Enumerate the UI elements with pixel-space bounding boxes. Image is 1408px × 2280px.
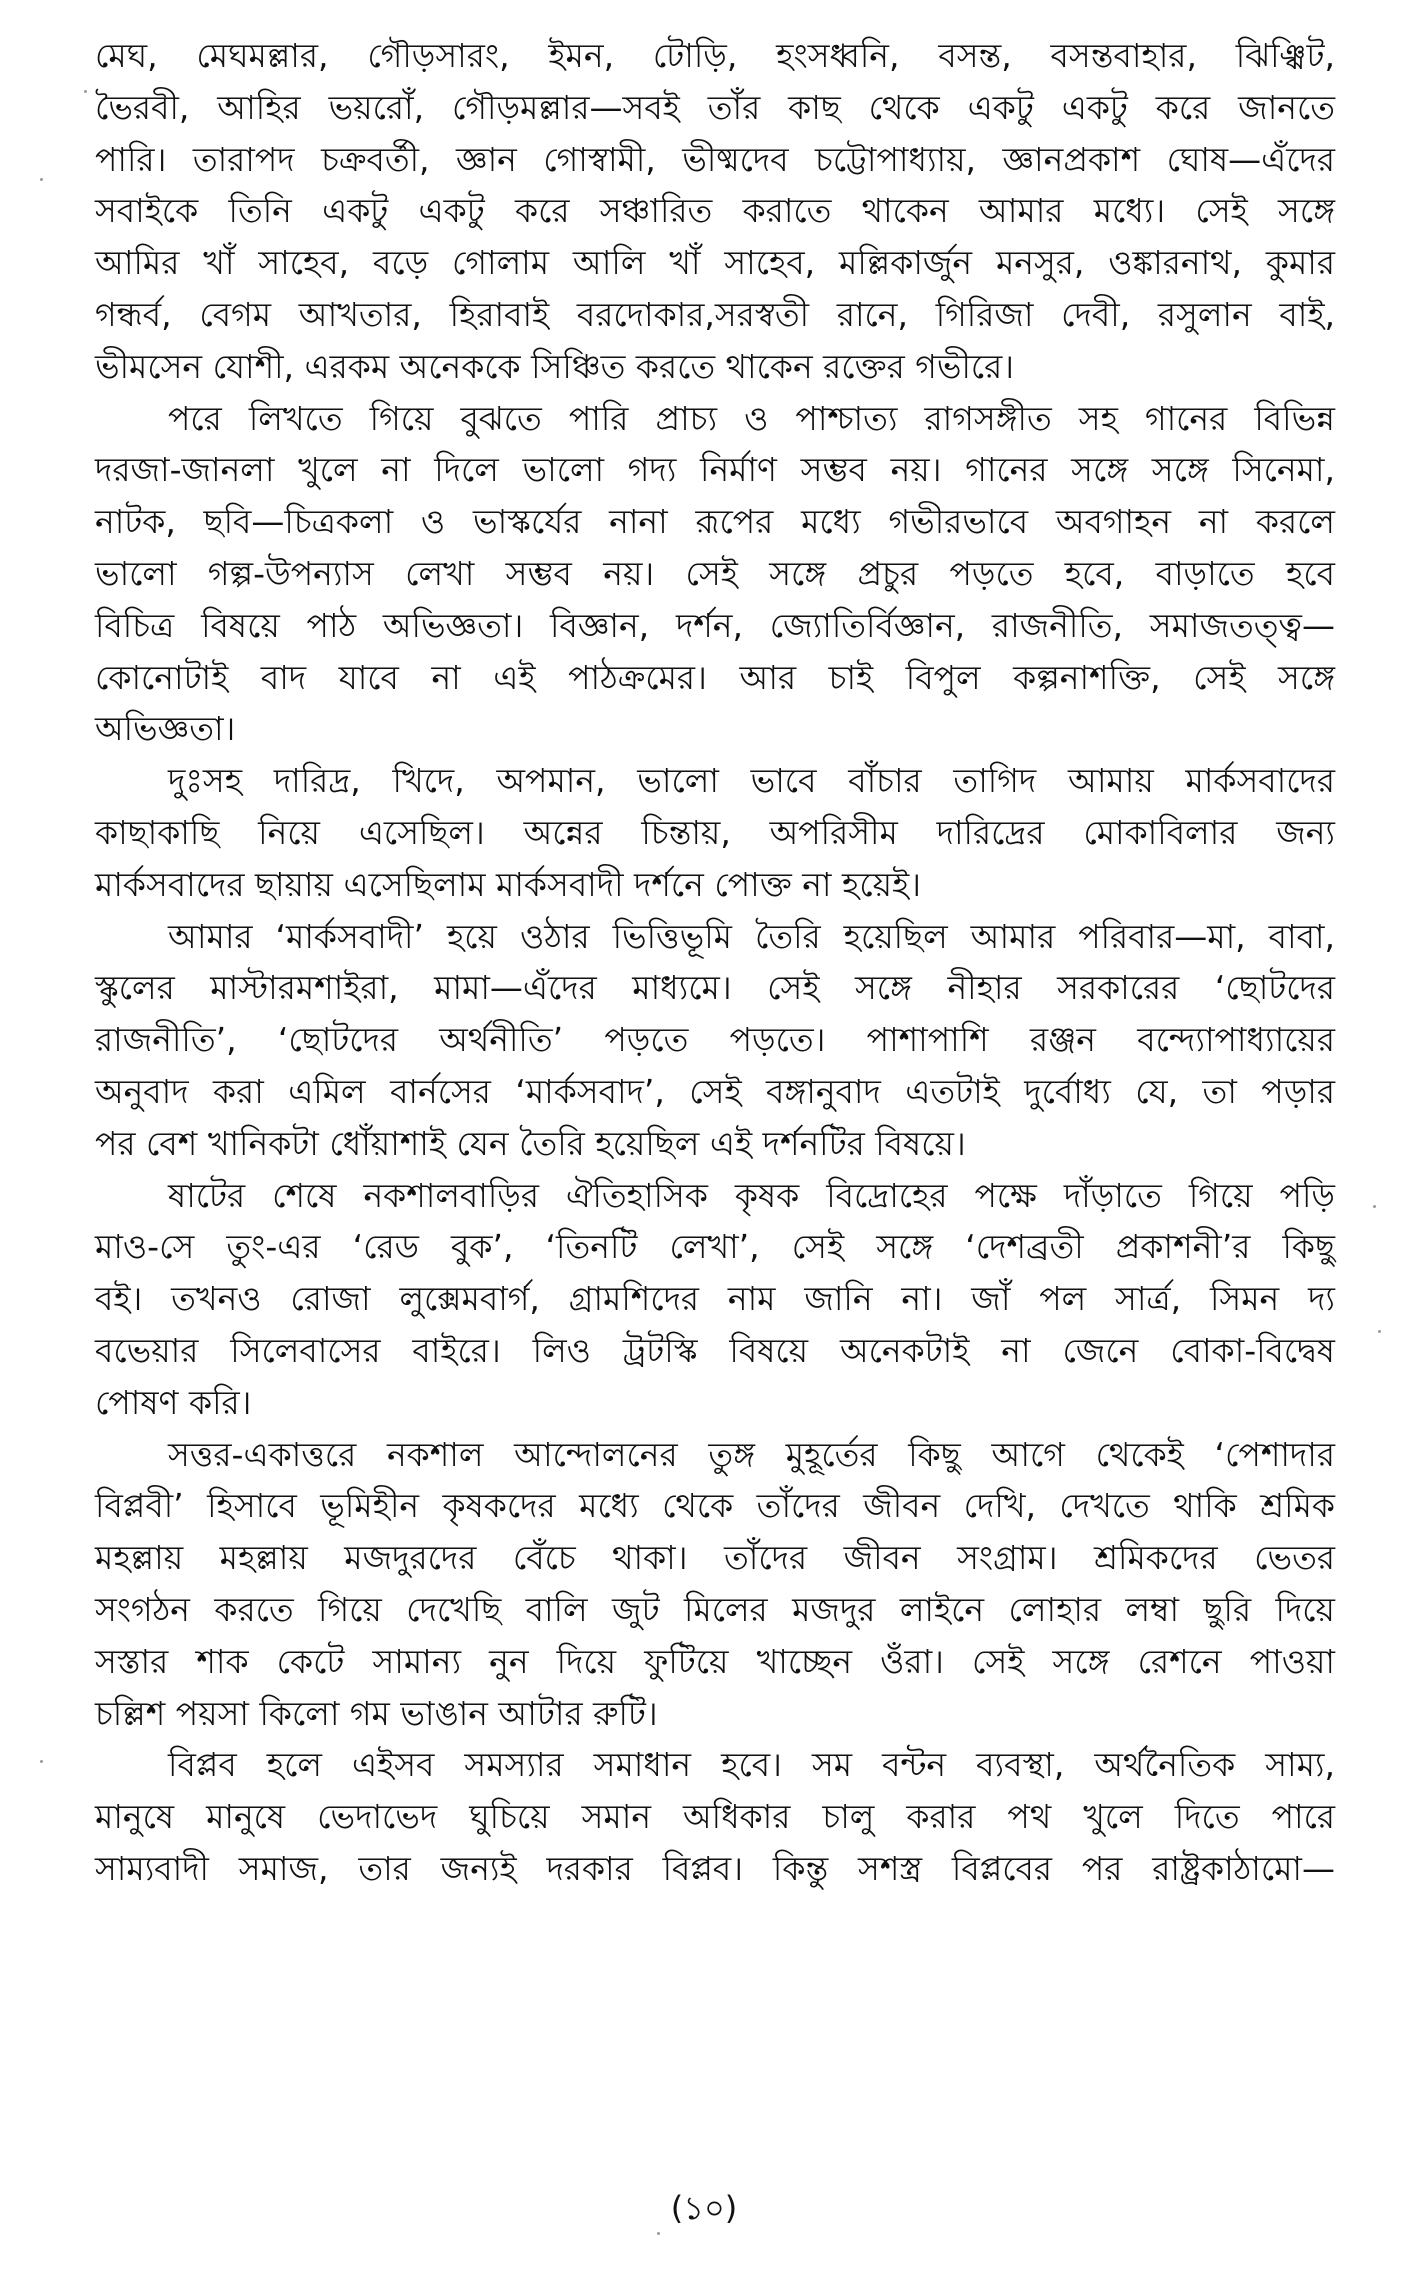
text-line: রাজনীতি’, ‘ছোটদের অর্থনীতি’ পড়তে পড়তে। পাশাপাশি রঞ্জন বন্দ্যোপাধ্যায়ের <box>95 1020 1335 1060</box>
text-line: মানুষে মানুষে ভেদাভেদ ঘুচিয়ে সমান অধিকার চালু করার পথ খুলে দিতে পারে <box>95 1797 1335 1837</box>
text-line: বই। তখনও রোজা লুক্সেমবার্গ, গ্রামশিদের নাম জানি না। জাঁ পল সার্ত্র, সিমন দ্য <box>95 1279 1335 1319</box>
text-line: পারি। তারাপদ চক্রবর্তী, জ্ঞান গোস্বামী, ভীষ্মদেব চট্টোপাধ্যায়, জ্ঞানপ্রকাশ ঘোষ—এঁদের <box>95 139 1335 179</box>
text-line: সস্তার শাক কেটে সামান্য নুন দিয়ে ফুটিয়ে খাচ্ছেন ওঁরা। সেই সঙ্গে রেশনে পাওয়া <box>95 1641 1335 1681</box>
text-line: নাটক, ছবি—চিত্রকলা ও ভাস্কর্যের নানা রূপের মধ্যে গভীরভাবে অবগাহন না করলে <box>95 502 1335 542</box>
scan-speck <box>40 1760 43 1763</box>
paragraph-writing-craft <box>95 393 1335 756</box>
text-line: সবাইকে তিনি একটু একটু করে সঞ্চারিত করাতে থাকেন আমার মধ্যে। সেই সঙ্গে <box>95 191 1335 231</box>
text-line: ভীমসেন যোশী, এরকম অনেককে সিঞ্চিত করতে থাকেন রক্তের গভীরে। <box>95 346 1015 386</box>
text-line: মার্কসবাদের ছায়ায় এসেছিলাম মার্কসবাদী দর্শনে পোক্ত না হয়েই। <box>95 864 921 904</box>
scan-speck <box>40 178 43 181</box>
scan-speck <box>657 2232 660 2235</box>
text-line: বিপ্লবী’ হিসাবে ভূমিহীন কৃষকদের মধ্যে থেকে তাঁদের জীবন দেখি, দেখতে থাকি শ্রমিক <box>95 1486 1335 1526</box>
text-line: দুঃসহ দারিদ্র, খিদে, অপমান, ভালো ভাবে বাঁচার তাগিদ আমায় মার্কসবাদের <box>168 761 1335 801</box>
text-line: ষাটের শেষে নকশালবাড়ির ঐতিহাসিক কৃষক বিদ্রোহের পক্ষে দাঁড়াতে গিয়ে পড়ি <box>168 1175 1335 1215</box>
paragraph-ragas <box>95 30 1335 393</box>
text-line: বভেয়ার সিলেবাসের বাইরে। লিও ট্রটস্কি বিষয়ে অনেকটাই না জেনে বোকা-বিদ্বেষ <box>95 1330 1335 1370</box>
text-line: বিচিত্র বিষয়ে পাঠ অভিজ্ঞতা। বিজ্ঞান, দর্শন, জ্যোতির্বিজ্ঞান, রাজনীতি, সমাজতত্ত্ব— <box>95 605 1335 645</box>
text-line: ভৈরবী, আহির ভয়রোঁ, গৌড়মল্লার—সবই তাঁর কাছ থেকে একটু একটু করে জানতে <box>95 87 1335 127</box>
page-number: (১০) <box>670 2189 738 2227</box>
text-line: পোষণ করি। <box>95 1382 252 1422</box>
text-line: সাম্যবাদী সমাজ, তার জন্যই দরকার বিপ্লব। কিন্তু সশস্ত্র বিপ্লবের পর রাষ্ট্রকাঠামো— <box>95 1848 1335 1888</box>
paragraph-professional-revolutionary <box>95 1429 1335 1740</box>
book-page-body <box>95 30 1335 1895</box>
scan-speck <box>1373 1205 1376 1208</box>
text-line: অভিজ্ঞতা। <box>95 709 236 749</box>
scan-speck <box>1378 1330 1381 1333</box>
scan-speck <box>84 90 87 93</box>
paragraph-naxalbari <box>95 1170 1335 1429</box>
text-line: গন্ধর্ব, বেগম আখতার, হিরাবাই বরদোকার,সরস্বতী রানে, গিরিজা দেবী, রসুলান বাই, <box>95 294 1335 334</box>
text-line: সংগঠন করতে গিয়ে দেখেছি বালি জুট মিলের মজদুর লাইনে লোহার লম্বা ছুরি দিয়ে <box>95 1589 1335 1629</box>
paragraph-marxist-foundation <box>95 911 1335 1170</box>
text-line: সত্তর-একাত্তরে নকশাল আন্দোলনের তুঙ্গ মুহূর্তের কিছু আগে থেকেই ‘পেশাদার <box>168 1434 1335 1474</box>
text-line: মহল্লায় মহল্লায় মজদুরদের বেঁচে থাকা। তাঁদের জীবন সংগ্রাম। শ্রমিকদের ভেতর <box>95 1538 1335 1578</box>
text-line: দরজা-জানলা খুলে না দিলে ভালো গদ্য নির্মাণ সম্ভব নয়। গানের সঙ্গে সঙ্গে সিনেমা, <box>95 450 1335 490</box>
text-line: স্কুলের মাস্টারমশাইরা, মামা—এঁদের মাধ্যমে। সেই সঙ্গে নীহার সরকারের ‘ছোটদের <box>95 968 1335 1008</box>
paragraph-poverty <box>95 755 1335 910</box>
text-line: কাছাকাছি নিয়ে এসেছিল। অন্নের চিন্তায়, অপরিসীম দারিদ্রের মোকাবিলার জন্য <box>95 812 1335 852</box>
text-line: পরে লিখতে গিয়ে বুঝতে পারি প্রাচ্য ও পাশ্চাত্য রাগসঙ্গীত সহ গানের বিভিন্ন <box>168 398 1335 438</box>
text-line: মেঘ, মেঘমল্লার, গৌড়সারং, ইমন, টোড়ি, হংসধ্বনি, বসন্ত, বসন্তবাহার, ঝিঞ্ঝিট, <box>95 36 1335 75</box>
text-line: অনুবাদ করা এমিল বার্নসের ‘মার্কসবাদ’, সেই বঙ্গানুবাদ এতটাই দুর্বোধ্য যে, তা পড়ার <box>95 1071 1335 1111</box>
text-line: আমার ‘মার্কসবাদী’ হয়ে ওঠার ভিত্তিভূমি তৈরি হয়েছিল আমার পরিবার—মা, বাবা, <box>168 916 1335 956</box>
text-line: কোনোটাই বাদ যাবে না এই পাঠক্রমের। আর চাই বিপুল কল্পনাশক্তি, সেই সঙ্গে <box>95 657 1335 697</box>
text-line: চল্লিশ পয়সা কিলো গম ভাঙান আটার রুটি। <box>95 1693 658 1733</box>
paragraph-revolution <box>95 1739 1335 1894</box>
text-line: আমির খাঁ সাহেব, বড়ে গোলাম আলি খাঁ সাহেব, মল্লিকার্জুন মনসুর, ওঙ্কারনাথ, কুমার <box>95 243 1335 283</box>
text-line: ভালো গল্প-উপন্যাস লেখা সম্ভব নয়। সেই সঙ্গে প্রচুর পড়তে হবে, বাড়াতে হবে <box>95 553 1335 593</box>
text-line: বিপ্লব হলে এইসব সমস্যার সমাধান হবে। সম বন্টন ব্যবস্থা, অর্থনৈতিক সাম্য, <box>168 1745 1335 1785</box>
text-line: মাও-সে তুং-এর ‘রেড বুক’, ‘তিনটি লেখা’, সেই সঙ্গে ‘দেশব্রতী প্রকাশনী’র কিছু <box>95 1227 1335 1267</box>
text-line: পর বেশ খানিকটা ধোঁয়াশাই যেন তৈরি হয়েছিল এই দর্শনটির বিষয়ে। <box>95 1123 966 1163</box>
